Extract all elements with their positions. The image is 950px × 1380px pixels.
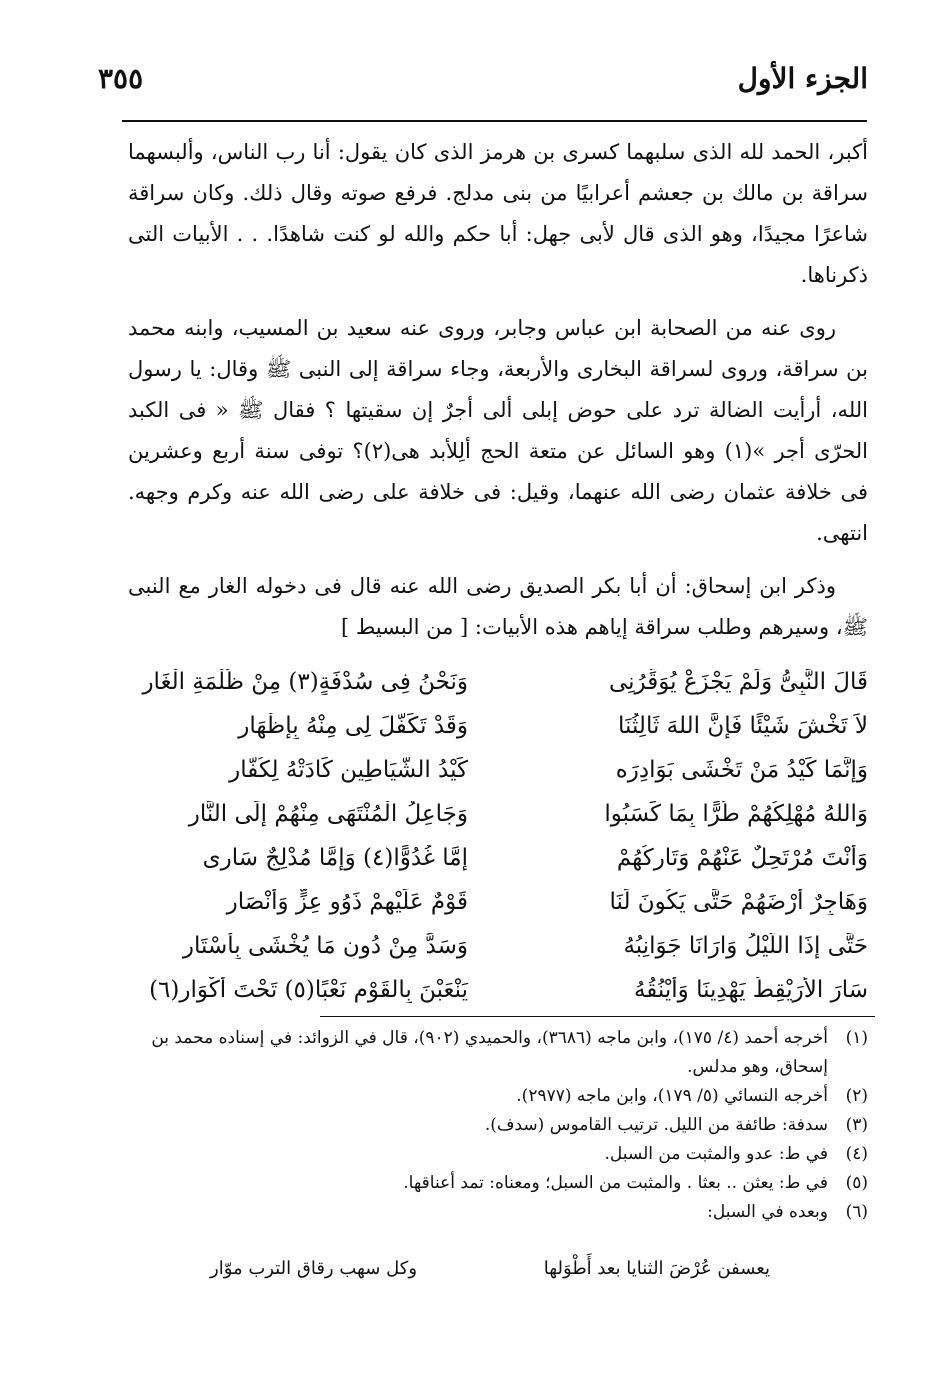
poem-verse [128,924,868,968]
header-rule [122,120,867,122]
footnotes [128,1024,868,1227]
first-hemistich: قَالَ النَّبِىُّ وَلَمْ يَجْزَعْ يُوَقِّرُنِى [608,669,868,695]
first-hemistich: سَارَ الأُرَيْقِطُ يَهْدِينَا وَأَيْنُقُهُ [633,977,868,1003]
second-hemistich: وَجَاعِلُ الْمُنْتَهَى مِنْهُمْ إِلَى النَّارِ [188,801,468,827]
footnote-text: في ط: يعثن .. بعثا . والمثبت من السبل؛ ومعناه: تمد أعناقها. [403,1173,828,1193]
poem-verse [128,660,868,704]
running-title: الجزء الأول [737,62,868,95]
first-hemistich: حَتَّى إِذَا اللَّيْلُ وَارَانَا جَوَانِبُهُ [623,933,868,959]
page-number: ٣٥٥ [98,62,144,95]
second-hemistich: يَنْعَبْنَ بِالقَوْمِ نَعْبًا(٥) تَحْتَ أَكْوَارِ(٦) [149,977,468,1003]
footnote-number: (١) [845,1028,868,1048]
footnote [128,1140,868,1169]
footnote-text: أخرجه أحمد (٤/ ١٧٥)، وابن ماجه (٣٦٨٦)، والحميدي (٩٠٢)، قال في الزوائد: في إسناده محمد بن إسحاق، وهو مدلس. [151,1028,828,1077]
footnote [128,1198,868,1227]
footnote-verse-first: يعسفن عُرْضَ الثنايا بعد أَطْوَلها [543,1258,770,1279]
body-text [128,132,868,660]
second-hemistich: وَقَدْ تَكَفَّلَ لِى مِنْهُ بِإِظْهَارِ [238,713,468,739]
footnote-text: وبعده في السبل: [707,1202,828,1222]
second-hemistich: كَيْدُ الشَّيَاطِينِ كَادَتْهُ لِكُفَّارِ [229,757,468,783]
footnote-number: (٣) [845,1115,868,1135]
poem-verse [128,880,868,924]
footnote [128,1024,868,1082]
footnote [128,1111,868,1140]
footnote-rule [320,1016,875,1017]
second-hemistich: وَسَدَّ مِنْ دُونِ مَا يُخْشَى بِأَسْتَارِ [182,933,468,959]
footnote [128,1082,868,1111]
second-hemistich: وَنَحْنُ فِى سُدْفَةٍ(٣) مِنْ ظُلْمَةِ الْغَارِ [142,669,468,695]
poem-verse [128,748,868,792]
footnote-text: أخرجه النسائي (٥/ ١٧٩)، وابن ماجه (٢٩٧٧). [516,1086,828,1106]
poem-verse [128,968,868,1012]
poem-verse [128,836,868,880]
first-hemistich: وَأَنْتَ مُرْتَحِلٌ عَنْهُمْ وَتَارِكُهُمْ [616,845,868,871]
footnote-text: سدفة: طائفة من الليل. ترتيب القاموس (سدف). [484,1115,828,1135]
footnote [128,1169,868,1198]
paragraph: وذكر ابن إسحاق: أن أبا بكر الصديق رضى الله عنه قال فى دخوله الغار مع النبى ﷺ، وسيرهم وطلب سراقة إياهم هذه الأبيات: [ من البسيط ] [128,574,868,639]
paragraph: أكبر، الحمد لله الذى سلبهما كسرى بن هرمز الذى كان يقول: أنا رب الناس، وألبسهما سراقة بن مالك بن جعشم أعرابيًا من بنى مدلج. فرفع صوته وقال ذلك. وكان سراقة شاعرًا مجيدًا، وهو الذى قال لأبى جهل: أبا حكم والله لو كنت شاهدًا. . . الأبيات التى ذكرناها. [128,140,868,287]
poem-verse [128,704,868,748]
footnote-text: في ط: عدو والمثبت من السبل. [604,1144,828,1164]
first-hemistich: وَهَاجِرٌ أَرْضَهُمْ حَتَّى يَكُونَ لَنَا [609,889,868,915]
footnote-number: (٦) [845,1202,868,1222]
poem [128,660,868,1012]
first-hemistich: وَإِنَّمَا كَيْدُ مَنْ تَخْشَى بَوَادِرَه [615,757,868,783]
footnote-number: (٤) [845,1144,868,1164]
poem-verse [128,792,868,836]
footnote-number: (٢) [845,1086,868,1106]
first-hemistich: لاَ تَخْشَ شَيْئًا فَإِنَّ اللهَ ثَالِثُنَا [618,713,868,739]
second-hemistich: إِمَّا غُدُوًّا(٤) وَإِمَّا مُدْلِجٌ سَارِى [202,845,468,871]
first-hemistich: وَاللهُ مُهْلِكُهُمْ طُرًّا بِمَا كَسَبُوا [604,801,868,827]
footnote-verse-second: وكل سهب رقاق الترب موّار [210,1258,418,1279]
paragraph: روى عنه من الصحابة ابن عباس وجابر، وروى عنه سعيد بن المسيب، وابنه محمد بن سراقة، وروى لسراقة البخارى والأربعة، وجاء سراقة إلى النبى ﷺ وقال: يا رسول الله، أرأيت الضالة ترد على حوض إبلى ألى أجرٌ إن سقيتها ؟ فقال ﷺ « فى الكبد الحرّى أجر »(١) وهو السائل عن متعة الحج ألِلأبد هى(٢)؟ توفى سنة أربع وعشرين فى خلافة عثمان رضى الله عنهما، وقيل: فى خلافة على رضى الله عنه وكرم وجهه. انتهى. [128,316,868,545]
second-hemistich: قَوْمٌ عَلَيْهِمْ ذَوُو عِزٍّ وَأَنْصَارِ [226,889,468,915]
footnote-verse [210,1258,770,1279]
footnote-number: (٥) [845,1173,868,1193]
